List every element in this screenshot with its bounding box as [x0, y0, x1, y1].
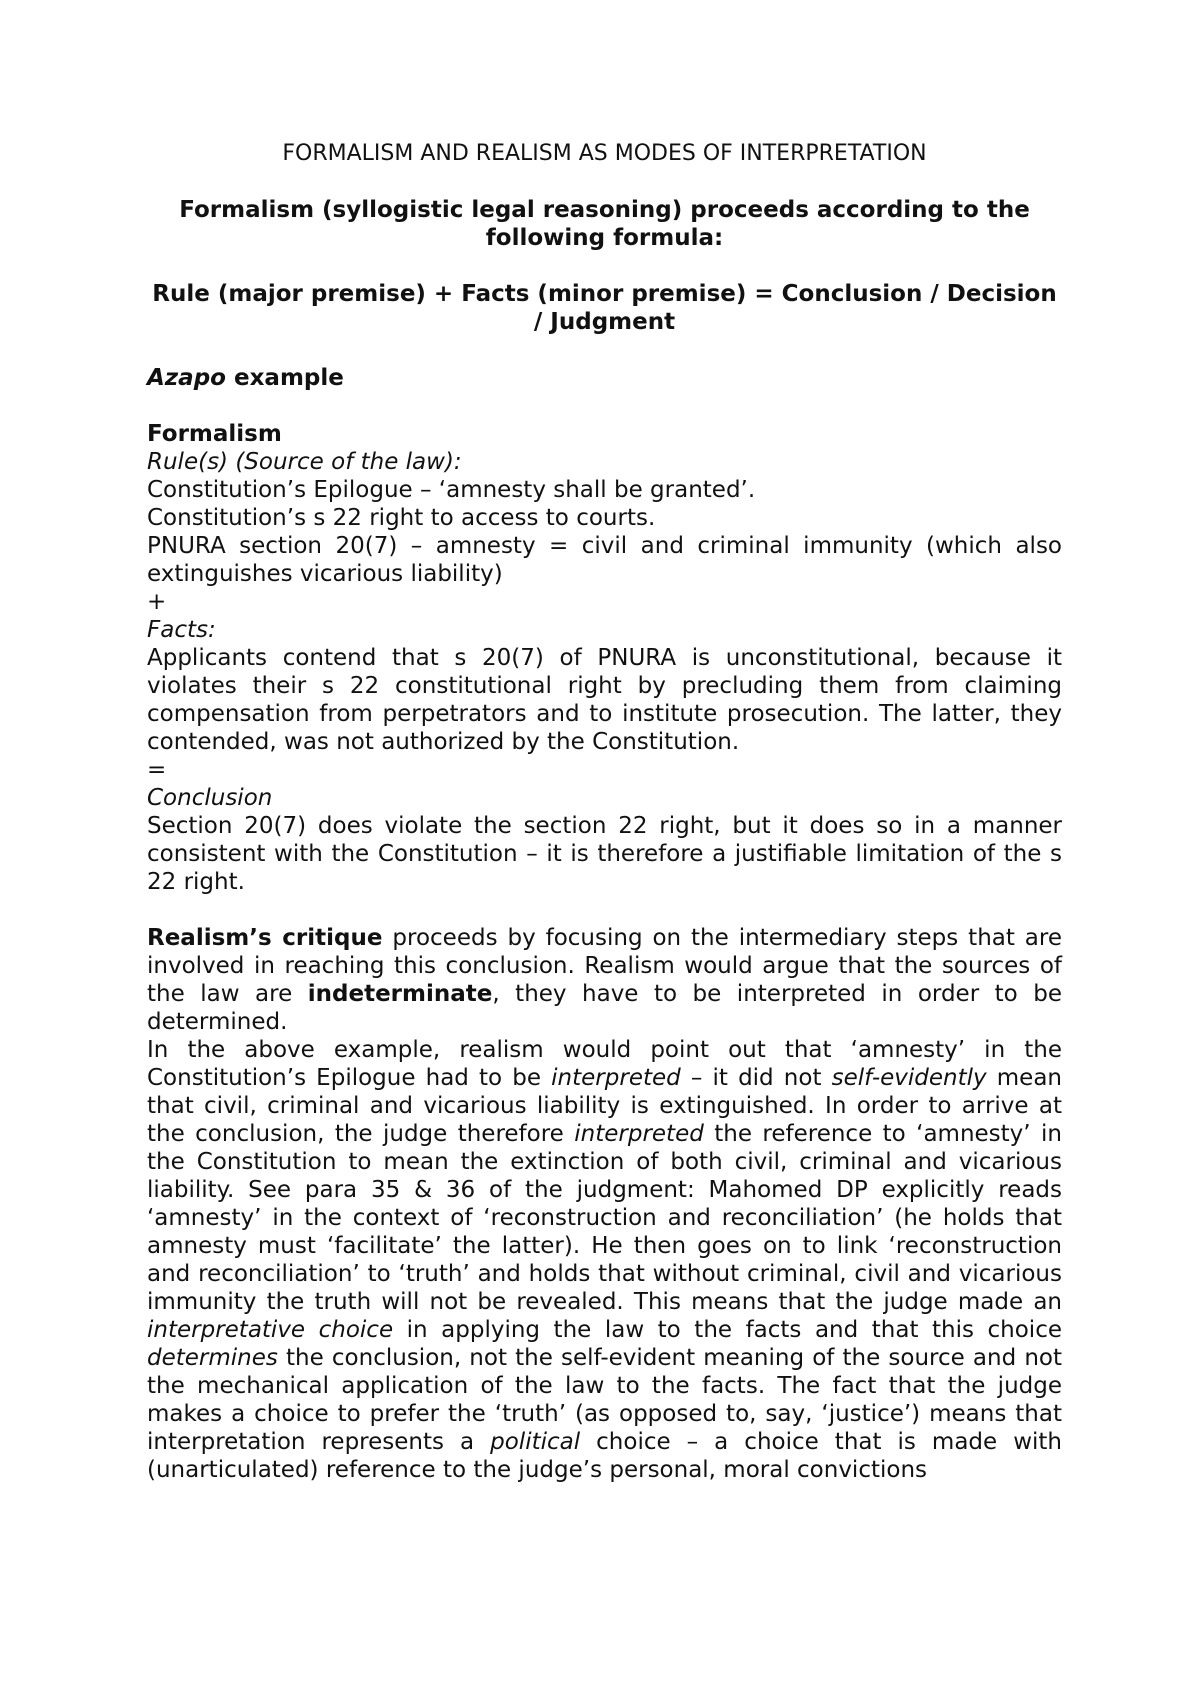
realism-paragraph: Realism’s critique proceeds by focusing on the intermediary steps that are involved in reaching this conclusion. Realism would argue that the sources of the law are indeterminate, they have to be interpreted in order to be determined. — [147, 925, 1063, 1035]
example-suffix: example — [225, 365, 344, 391]
spacer — [147, 336, 1062, 364]
facts-label: Facts: — [147, 617, 216, 643]
conclusion-text: Section 20(7) does violate the section 22 right, but it does so in a manner consistent with the Constitution – it is therefore a justifiable limitation of the s 22 right. — [147, 813, 1062, 895]
example-heading — [147, 364, 1062, 392]
formula: Rule (major premise) + Facts (minor premise) = Conclusion / Decision / Judgment — [152, 281, 1057, 335]
document-body — [147, 140, 1062, 1484]
rule-epilogue: Constitution’s Epilogue – ‘amnesty shall be granted’. — [147, 477, 756, 503]
realism-lead: Realism’s critique — [147, 925, 383, 951]
example-paragraph: In the above example, realism would point out that ‘amnesty’ in the Constitution’s Epilogue had to be interpreted – it did not self-evidently mean that civil, criminal and vicarious liability is extinguished. In order to arrive at the conclusion, the judge therefore interpreted the reference to ‘amnesty’ in the Constitution to mean the extinction of both civil, criminal and vicarious liability. See para 35 & 36 of the judgment: Mahomed DP explicitly reads ‘amnesty’ in the context of ‘reconstruction and reconciliation’ (he holds that amnesty must ‘facilitate’ the latter). He then goes on to link ‘reconstruction and reconciliation’ to ‘truth’ and holds that without criminal, civil and vicarious immunity the truth will not be revealed. This means that the judge made an interpretative choice in applying the law to the facts and that this choice determines the conclusion, not the self-evident meaning of the source and not the mechanical application of the law to the facts. The fact that the judge makes a choice to prefer the ‘truth’ (as opposed to, say, ‘justice’) means that interpretation represents a political choice – a choice that is made with (unarticulated) reference to the judge’s personal, moral convictions — [147, 1037, 1062, 1483]
rules-label: Rule(s) (Source of the law): — [147, 449, 462, 475]
conclusion-label: Conclusion — [147, 785, 273, 811]
document-title: FORMALISM AND REALISM AS MODES OF INTERPRETATION — [282, 141, 927, 166]
spacer — [147, 392, 1062, 420]
example-name: Azapo — [147, 365, 226, 391]
spacer — [147, 896, 1062, 924]
spacer — [147, 252, 1062, 280]
formalism-heading: Formalism (syllogistic legal reasoning) proceeds according to the following formula: — [179, 197, 1030, 251]
equals-sign: = — [147, 757, 167, 783]
spacer — [147, 168, 1062, 196]
indeterminate-term: indeterminate — [307, 981, 493, 1007]
facts-text: Applicants contend that s 20(7) of PNURA is unconstitutional, because it violates their s 22 constitutional right by precluding them from claiming compensation from perpetrators and to institute prosecution. The latter, they contended, was not authorized by the Constitution. — [147, 645, 1062, 755]
rule-s22: Constitution’s s 22 right to access to courts. — [147, 505, 656, 531]
rule-pnura: PNURA section 20(7) – amnesty = civil and criminal immunity (which also extinguishes vicarious liability) — [147, 533, 1062, 587]
section-formalism: Formalism — [147, 421, 282, 447]
plus-sign: + — [147, 589, 167, 615]
